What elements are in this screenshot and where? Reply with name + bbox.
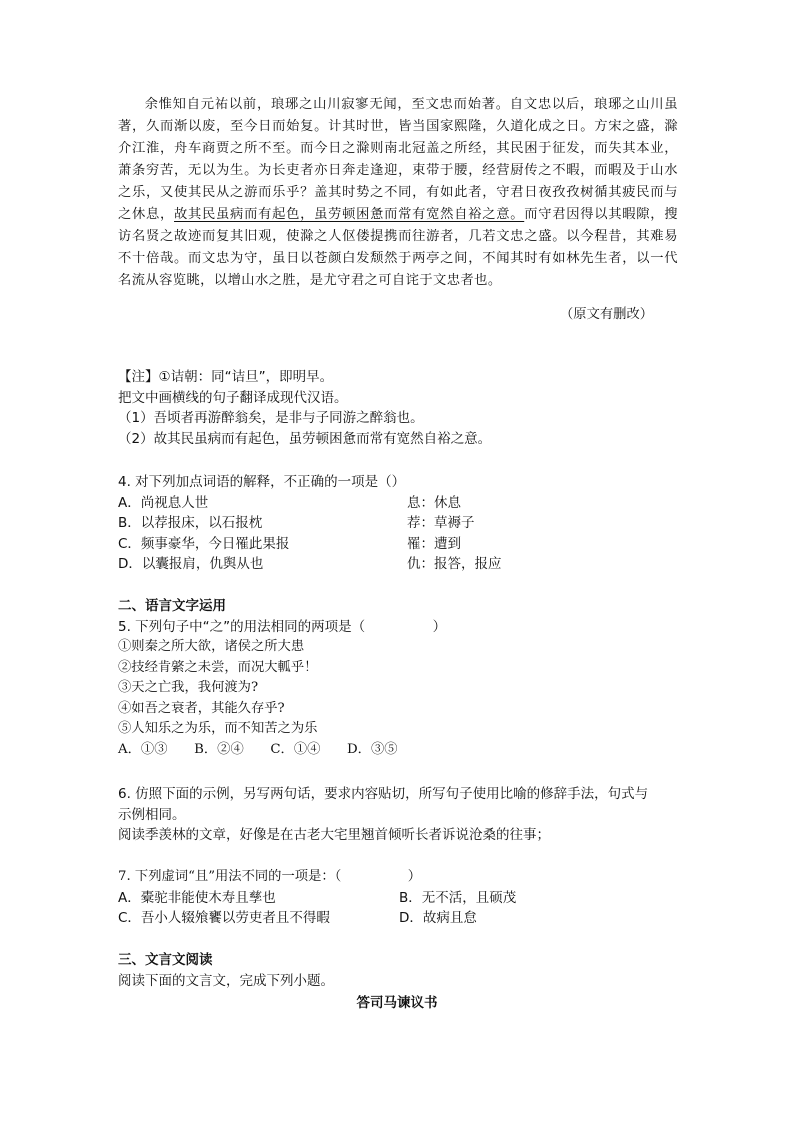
q4-option-d-right: 仇：报答，报应 <box>407 556 502 572</box>
q4-option-c-left: C．频事豪华，今日罹此果报 <box>118 535 290 552</box>
notes-block <box>118 367 491 449</box>
translation-item-1: （1）吾顷者再游醉翁矣，是非与子同游之醉翁也。 <box>118 410 424 426</box>
q7-stem: 7. 下列虚词“且”用法不同的一项是：（ ） <box>118 869 422 884</box>
question-7 <box>118 867 516 929</box>
passage-paragraph <box>118 94 678 292</box>
section-2-heading: 二、语言文字运用 <box>118 598 226 614</box>
q5-item-4: ④如吾之衰者，其能久存乎? <box>118 700 285 716</box>
q5-item-3: ③天之亡我，我何渡为? <box>118 680 259 695</box>
q5-choices: A．①③ B．②④ C．①④ D．③⑤ <box>118 741 398 757</box>
q7-option-c: C．吾小人辍飧饔以劳吏者且不得暇 <box>118 910 330 926</box>
q4-option-b <box>118 513 502 534</box>
q6-line-2: 示例相同。 <box>118 806 186 823</box>
passage <box>118 94 678 292</box>
section-3-instruction: 阅读下面的文言文，完成下列小题。 <box>118 972 334 989</box>
q6-example: 阅读季羡林的文章，好像是在古老大宅里翘首倾听长者诉说沧桑的往事； <box>118 827 550 843</box>
q4-option-d <box>118 554 502 575</box>
annotation-note: 【注】①诘朝：同“诘旦”，即明早。 <box>118 369 334 385</box>
q5-stem: 5. 下列句子中“之”的用法相同的两项是（ ） <box>118 618 447 635</box>
section-3-heading: 三、文言文阅读 <box>118 952 213 968</box>
q7-option-d: D．故病且怠 <box>399 910 477 926</box>
underlined-sentence: 故其民虽病而有起色，虽劳顿困惫而常有宽然自裕之意。 <box>174 207 525 222</box>
question-4 <box>118 472 502 575</box>
q7-options-row-1 <box>118 888 516 909</box>
passage-text-1: 余惟知自元祐以前，琅琊之山川寂寥无闻，至文忠而始著。自文忠以后，琅琊之山川虽著，久而渐以废，至今日而始复。计其时世，皆当国家熙隆，久道化成之日。方宋之盛，滁介江淮，舟车商贾之所不至。而今日之滁则南北冠盖之所经，其民困于征发，而失其本业，萧条穷苦，无以为生。为长吏者亦日奔走逢迎，束带于腰，经营厨传之不暇，而暇及于山水之乐，又使其民从之游而乐乎？盖其时势之不同，有如此者，守君日夜孜孜树循其疲民而与之休息， <box>118 97 678 222</box>
article-title: 答司马谏议书 <box>356 995 438 1011</box>
q4-option-a-right: 息：休息 <box>407 494 461 511</box>
q7-option-b: B．无不活，且硕茂 <box>399 889 517 906</box>
q4-option-b-right: 荐：草褥子 <box>407 515 475 531</box>
source-note: （原文有删改） <box>560 307 654 322</box>
q7-option-a: A．橐驼非能使木寿且孳也 <box>118 889 276 906</box>
q5-item-1: ①则秦之所大欲，诸侯之所大患 <box>118 639 305 654</box>
q4-option-c-right: 罹：遭到 <box>407 535 461 552</box>
q4-option-a-left: A．尚视息人世 <box>118 494 209 511</box>
q4-option-b-left: B．以荐报床，以石报枕 <box>118 515 263 531</box>
passage-text-2: 而守君因得以其暇隙，搜访名贤之故迹而复其旧观，使滁之人伛偻提携而往游者，几若文忠之盛。以今程昔，其难易不十倍哉。而文忠为守，虽日以苍颜白发颓然于两亭之间，不闻其时有如林先生者，以一代名流从容览眺，以增山水之胜，是尤守君之可自诧于文忠者也。 <box>118 207 678 288</box>
q4-option-a <box>118 493 502 514</box>
q5-item-5: ⑤人知乐之为乐，而不知苦之为乐 <box>118 721 318 736</box>
translation-instruction: 把文中画横线的句子翻译成现代汉语。 <box>118 389 348 406</box>
q7-options-row-2 <box>118 908 516 929</box>
q6-line-1: 6. 仿照下面的示例，另写两句话，要求内容贴切，所写句子使用比喻的修辞手法，句式与 <box>118 786 649 802</box>
q4-option-d-left: D．以囊报肩，仇舆从也 <box>118 556 264 572</box>
q4-stem: 4. 对下列加点词语的解释，不正确的一项是（） <box>118 474 406 490</box>
section-3 <box>118 950 334 991</box>
translation-item-2: （2）故其民虽病而有起色，虽劳顿困惫而常有宽然自裕之意。 <box>118 430 492 447</box>
section-2 <box>118 596 446 760</box>
question-6 <box>118 784 648 846</box>
q4-option-c <box>118 534 502 555</box>
q5-item-2: ②技经肯綮之未尝，而况大軱乎！ <box>118 659 318 675</box>
